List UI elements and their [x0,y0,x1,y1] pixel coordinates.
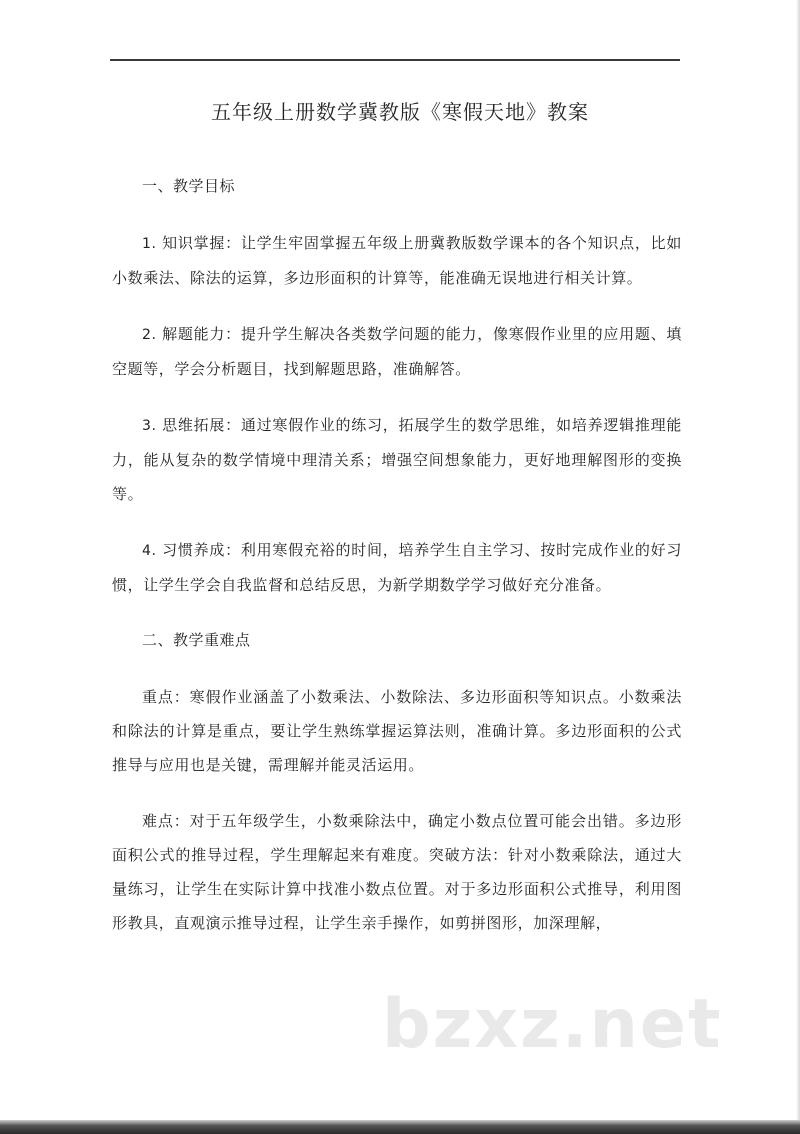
paragraph [112,533,682,602]
bottom-edge-bar [0,1120,800,1134]
document-title: 五年级上册数学冀教版《寒假天地》教案 [211,100,589,124]
paragraph [112,408,682,511]
paragraph-text: 重点：寒假作业涵盖了小数乘法、小数除法、多边形面积等知识点。小数乘法和除法的计算是重点，要让学生熟练掌握运算法则，准确计算。多边形面积的公式推导与应用也是关键，需理解并能灵活运用。 [112,688,682,774]
paragraph-text: 解题能力：提升学生解决各类数学问题的能力，像寒假作业里的应用题、填空题等，学会分析题目，找到解题思路，准确解答。 [112,325,682,378]
paragraph-text: 难点：对于五年级学生，小数乘除法中，确定小数点位置可能会出错。多边形面积公式的推导过程，学生理解起来有难度。突破方法：针对小数乘除法，通过大量练习，让学生在实际计算中找准小数点位置。对于多边形面积公式推导，利用图形教具，直观演示推导过程，让学生亲手操作，如剪拼图形，加深理解， [112,812,682,932]
paragraph-text: 知识掌握：让学生牢固掌握五年级上册冀教版数学课本的各个知识点，比如小数乘法、除法的运算，多边形面积的计算等，能准确无误地进行相关计算。 [112,234,682,287]
header-rule [110,59,680,61]
paragraph [112,680,682,782]
item-number: 1. [142,236,157,252]
paragraph-text: 思维拓展：通过寒假作业的练习，拓展学生的数学思维，如培养逻辑推理能力，能从复杂的数学情境中理清关系；增强空间想象能力，更好地理解图形的变换等。 [112,416,682,503]
item-number: 4. [142,543,157,559]
page-edge-shadow [796,0,800,1134]
section-heading-objectives: 一、教学目标 [142,177,236,195]
section-heading-key-points: 二、教学重难点 [142,631,251,649]
item-number: 2. [142,327,157,343]
paragraph [112,317,682,386]
watermark-logo: bzxz.net [382,985,723,1064]
document-body [112,170,682,962]
paragraph [112,226,682,295]
paragraph [112,804,682,940]
paragraph-text: 习惯养成：利用寒假充裕的时间，培养学生自主学习、按时完成作业的好习惯，让学生学会自我监督和总结反思，为新学期数学学习做好充分准备。 [112,541,682,594]
item-number: 3. [142,418,157,434]
